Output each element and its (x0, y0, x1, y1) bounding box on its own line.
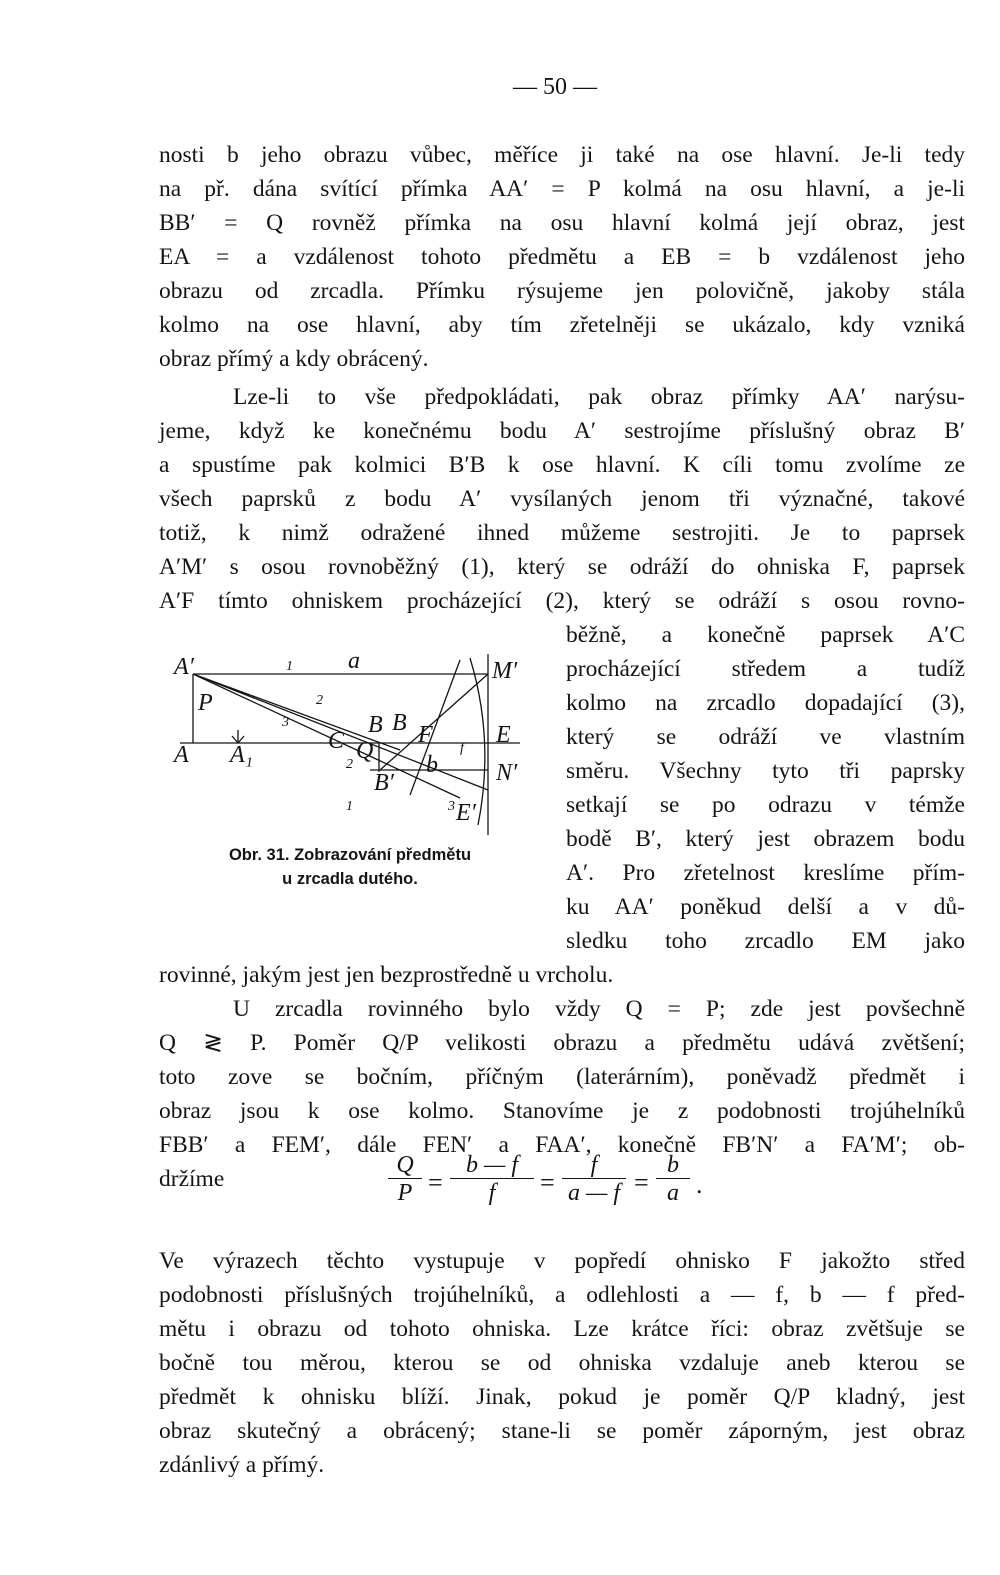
ray-number-3b: 3 (448, 799, 455, 814)
text-line: BB′ = Q rovněž přímka na osu hlavní kolmá její obraz, jest (159, 210, 965, 236)
text-line: kolmo na zrcadlo dopadající (3), (566, 690, 965, 716)
text-line: Q ≷ P. Poměr Q/P velikosti obrazu a předmětu udává zvětšení; (159, 1030, 965, 1056)
label-B-top: B (368, 712, 383, 738)
text-line: nosti b jeho obrazu vůbec, měříce ji také na ose hlavní. Je-li tedy (159, 142, 965, 168)
label-f: f (460, 741, 464, 756)
ray-number-1: 1 (286, 659, 293, 674)
text-line: ku AA′ poněkud delší a v dů- (566, 894, 965, 920)
ray-number-2: 2 (316, 693, 323, 708)
text-line: Ve výrazech těchto vystupuje v popředí ohnisko F jakožto střed (159, 1248, 965, 1274)
text-line: směru. Všechny tyto tři paprsky (566, 758, 965, 784)
text-line: obraz skutečný a obrácený; stane-li se poměr záporným, jest obraz (159, 1418, 965, 1444)
label-A: A (174, 742, 189, 768)
fraction-numerator: f (562, 1152, 626, 1179)
fraction-denominator: a (667, 1180, 679, 1206)
label-Q: Q (356, 738, 374, 764)
label-F: F (418, 722, 433, 748)
text-line: setkají se po odrazu v témže (566, 792, 965, 818)
text-line: kolmo na ose hlavní, aby tím zřetelněji se ukázalo, kdy vzniká (159, 312, 965, 338)
label-C: C (328, 728, 345, 754)
text-line: a spustíme pak kolmici B′B k ose hlavní. K cíli tomu zvolíme ze (159, 452, 965, 478)
equals-sign: = (634, 1168, 649, 1197)
label-E-prime: E′ (456, 800, 476, 826)
text-line: obrazu od zrcadla. Přímku rýsujeme jen polovičně, jakoby stála (159, 278, 965, 304)
text-line: A′M′ s osou rovnoběžný (1), který se odráží do ohniska F, paprsek (159, 554, 965, 580)
ray-number-3: 3 (282, 715, 289, 730)
text-line: zdánlivý a přímý. (159, 1452, 325, 1478)
text-line: rovinné, jakým jest jen bezprostředně u vrcholu. (159, 962, 614, 988)
text-line: všech paprsků z bodu A′ vysílaných jenom tři význačné, takové (159, 486, 965, 512)
fraction-b-minus-f-over-f (450, 1152, 534, 1207)
page-number: — 50 — (513, 74, 597, 100)
text-line: držíme (159, 1166, 225, 1192)
text-line: bodě B′, který jest obrazem bodu (566, 826, 965, 852)
text-line: totiž, k nimž odražené ihned můžeme sestrojiti. Je to paprsek (159, 520, 965, 546)
label-N-prime: N′ (496, 760, 518, 786)
label-B-second: B (392, 710, 407, 736)
caption-line: u zrcadla dutého. (282, 870, 418, 888)
text-line: Lze-li to vše předpokládati, pak obraz přímky AA′ narýsu- (233, 384, 965, 410)
text-line: U zrcadla rovinného bylo vždy Q = P; zde jest povšechně (233, 996, 965, 1022)
fraction-denominator: a — f (567, 1180, 620, 1206)
fraction-denominator: P (397, 1180, 413, 1206)
equals-sign: = (540, 1168, 555, 1197)
figure-caption (178, 843, 522, 891)
label-B-prime: B′ (374, 770, 394, 796)
text-line: obraz přímý a kdy obrácený. (159, 346, 429, 372)
text-line: běžně, a konečně paprsek A′C (566, 622, 965, 648)
label-A-prime: A′ (174, 654, 194, 680)
text-line: obraz jsou k ose kolmo. Stanovíme je z podobnosti trojúhelníků (159, 1098, 965, 1124)
label-M-prime: M′ (492, 658, 518, 684)
label-A1: A₁ (230, 742, 254, 768)
label-b: b (426, 752, 438, 778)
text-line: na př. dána svítící přímka AA′ = P kolmá na osu hlavní, a je-li (159, 176, 965, 202)
label-a: a (348, 648, 360, 674)
text-line: sledku toho zrcadlo EM jako (566, 928, 965, 954)
label-P: P (198, 690, 213, 716)
caption-line: Obr. 31. Zobrazování předmětu (228, 846, 472, 864)
fraction-b-over-a (656, 1152, 690, 1207)
text-line: mětu i obrazu od tohoto ohniska. Lze krátce říci: obraz zvětšuje se (159, 1316, 965, 1342)
ray-number-2b: 2 (346, 757, 353, 772)
text-line: FBB′ a FEM′, dále FEN′ a FAA′, konečně FB′N′ a FA′M′; ob- (159, 1132, 965, 1158)
text-line: A′F tímto ohniskem procházející (2), který se odráží s osou rovno- (159, 588, 965, 614)
concave-mirror-diagram (160, 630, 540, 840)
text-line: EA = a vzdálenost tohoto předmětu a EB = b vzdálenost jeho (159, 244, 965, 270)
text-line: podobnosti příslušných trojúhelníků, a odlehlosti a — f, b — f před- (159, 1282, 965, 1308)
text-line: toto zove se bočním, příčným (laterárním), poněvadž předmět i (159, 1064, 965, 1090)
text-line: předmět k ohnisku blíží. Jinak, pokud je poměr Q/P kladný, jest (159, 1384, 965, 1410)
fraction-numerator: b — f (450, 1152, 534, 1179)
text-line: jeme, když ke konečnému bodu A′ sestrojíme příslušný obraz B′ (159, 418, 965, 444)
equals-sign: = (428, 1168, 443, 1197)
magnification-formula (388, 1152, 748, 1222)
text-line: který se odráží ve vlastním (566, 724, 965, 750)
ray-number-1b: 1 (346, 799, 353, 814)
fraction-numerator: Q (388, 1152, 422, 1179)
fraction-f-over-a-minus-f (562, 1152, 626, 1207)
text-line: procházející středem a tudíž (566, 656, 965, 682)
label-E: E (496, 722, 511, 748)
formula-period: . (696, 1170, 703, 1199)
fraction-denominator: f (488, 1180, 496, 1206)
fraction-numerator: b (656, 1152, 690, 1179)
text-line: A′. Pro zřetelnost kreslíme přím- (566, 860, 965, 886)
fraction-q-over-p (388, 1152, 422, 1207)
text-line: bočně tou měrou, kterou se od ohniska vzdaluje aneb kterou se (159, 1350, 965, 1376)
